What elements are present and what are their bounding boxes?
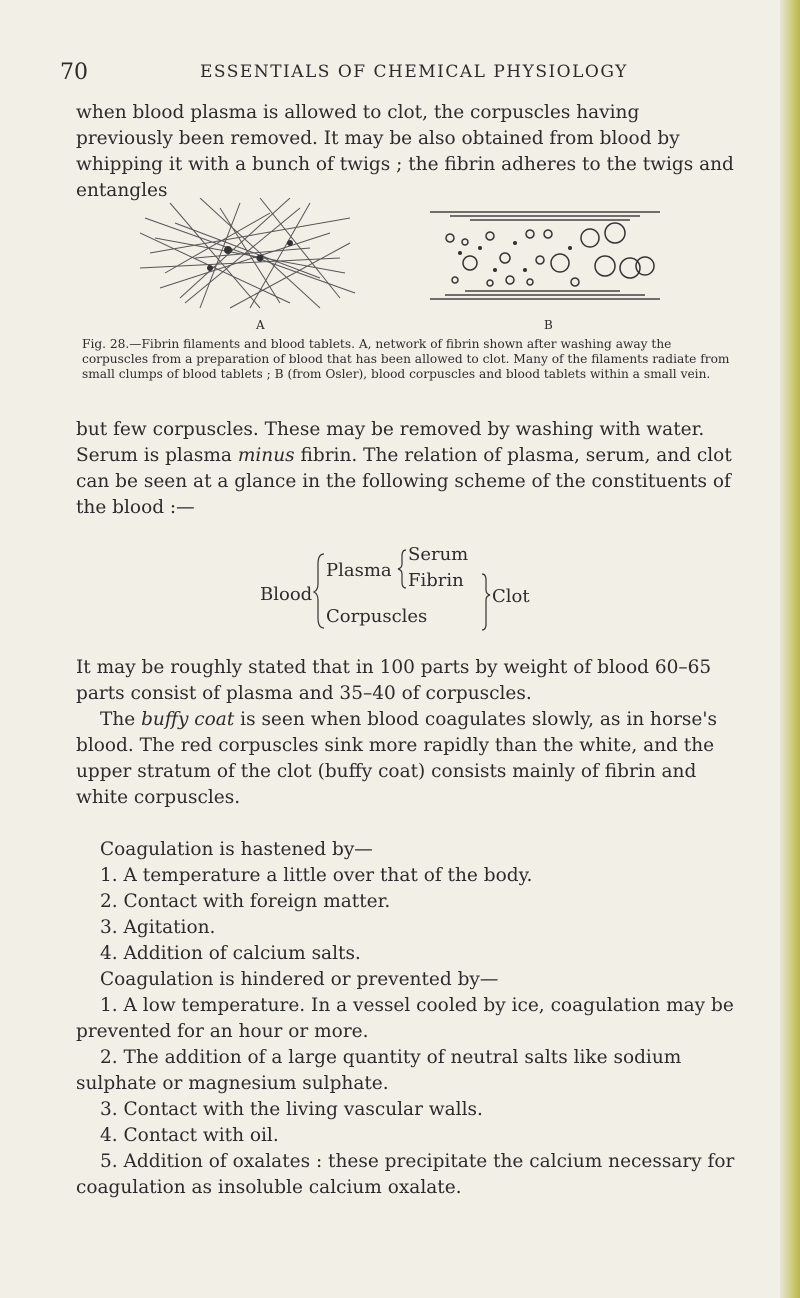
paragraph-serum-text-1: but few corpuscles. These may be removed by washing with water. Serum is plasma [76, 419, 705, 466]
hastened-item-1: 1. A temperature a little over that of the body. [100, 865, 533, 886]
scheme-clot: Clot [492, 586, 530, 607]
hindered-heading: Coagulation is hindered or prevented by— [100, 969, 499, 990]
fibrin-network-illustration [140, 198, 360, 313]
hindered-item-3: 3. Contact with the living vascular walls. [100, 1099, 483, 1120]
paragraph-buffy-text-2: is seen when blood coagulates slowly, as in horse's blood. The red corpuscles sink more rapidly than the white, and the upper stratum of the clot (buffy coat) consists mainly of fibrin and white corpuscles. [76, 709, 717, 808]
hindered-item-1: 1. A low temperature. In a vessel cooled by ice, coagulation may be prevented for an hour or more. [76, 995, 734, 1042]
page-number: 70 [60, 60, 88, 85]
paragraph-proportions: It may be roughly stated that in 100 parts by weight of blood 60–65 parts consist of plasma and 35–40 of corpuscles. [76, 657, 712, 704]
paragraph-buffy-text-1: The [100, 709, 142, 730]
scheme-blood: Blood [260, 584, 313, 605]
emphasis-minus: minus [237, 445, 295, 466]
paragraph-buffy-coat [76, 707, 736, 811]
figure-label-b: B [544, 318, 553, 332]
scheme-serum: Serum [408, 544, 469, 565]
figure-label-a: A [256, 318, 265, 332]
hindered-item-4: 4. Contact with oil. [100, 1125, 279, 1146]
emphasis-buffy-coat: buffy coat [141, 709, 235, 730]
hindered-item-5: 5. Addition of oxalates : these precipitate the calcium necessary for coagulation as insoluble calcium oxalate. [76, 1151, 735, 1198]
vein-corpuscles-illustration [430, 208, 660, 303]
paragraph-serum-text-2: fibrin. The relation of plasma, serum, and clot can be seen at a glance in the following scheme of the constituents of the blood :— [76, 445, 732, 518]
page-edge-shadow [780, 0, 800, 1298]
figure-28 [60, 198, 750, 408]
paragraph-serum [76, 417, 736, 521]
hastened-item-3: 3. Agitation. [100, 917, 216, 938]
paragraph-intro: when blood plasma is allowed to clot, the corpuscles having previously been removed. It may be also obtained from blood by whipping it with a bunch of twigs ; the fibrin adheres to the twigs and entangles [76, 102, 734, 201]
scheme-corpuscles: Corpuscles [326, 606, 428, 627]
figure-caption: Fig. 28.—Fibrin filaments and blood tablets. A, network of fibrin shown after washing away the corpuscles from a preparation of blood that has been allowed to clot. Many of the filaments radiate from small clumps of blood tablets ; B (from Osler), blood corpuscles and blood tablets within a small vein. [82, 337, 730, 381]
running-title: ESSENTIALS OF CHEMICAL PHYSIOLOGY [200, 62, 628, 82]
page-header [60, 60, 750, 90]
scheme-braces [260, 546, 500, 636]
hindered-item-2: 2. The addition of a large quantity of neutral salts like sodium sulphate or magnesium sulphate. [76, 1047, 682, 1094]
hastened-item-4: 4. Addition of calcium salts. [100, 943, 361, 964]
scheme-plasma: Plasma [326, 560, 392, 581]
scheme-fibrin: Fibrin [408, 570, 464, 591]
blood-constituents-scheme [260, 546, 580, 646]
hastened-heading: Coagulation is hastened by— [100, 839, 373, 860]
hastened-item-2: 2. Contact with foreign matter. [100, 891, 391, 912]
